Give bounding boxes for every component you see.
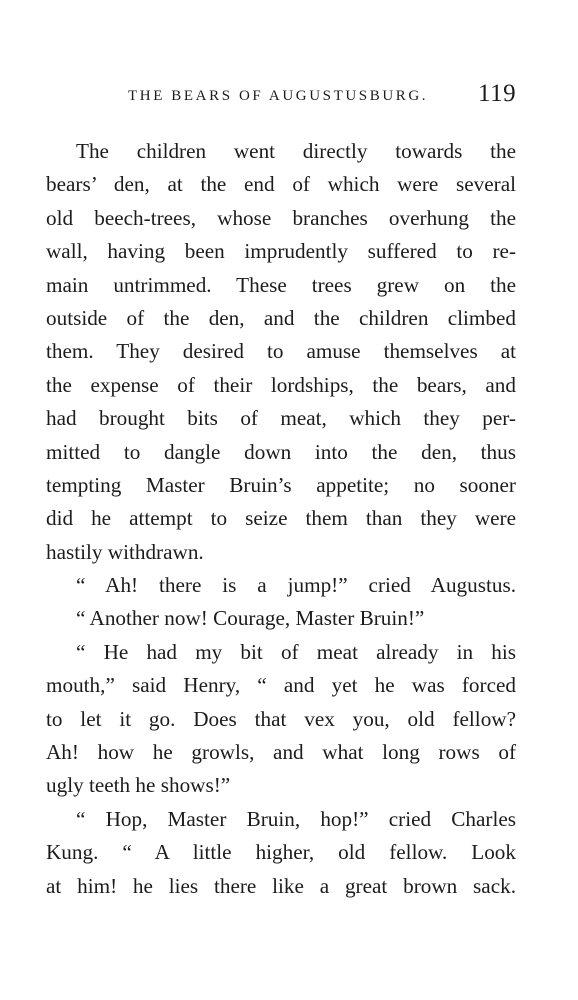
text-line: mouth,” said Henry, “ and yet he was forced bbox=[46, 673, 516, 698]
text-line: Ah! how he growls, and what long rows of bbox=[46, 740, 516, 765]
text-line: to let it go. Does that vex you, old fellow? bbox=[46, 706, 516, 731]
text-line: at him! he lies there like a great brown sack. bbox=[46, 873, 516, 898]
text-line: old beech-trees, whose branches overhung the bbox=[46, 205, 516, 230]
text-line: had brought bits of meat, which they per- bbox=[46, 406, 516, 431]
text-line: ugly teeth he shows!” bbox=[46, 773, 231, 798]
text-line: “ Another now! Courage, Master Bruin!” bbox=[76, 606, 425, 631]
text-line: wall, having been imprudently suffered to re- bbox=[46, 239, 516, 264]
text-line: “ Ah! there is a jump!” cried Augustus. bbox=[76, 573, 516, 598]
text-line: main untrimmed. These trees grew on the bbox=[46, 272, 516, 297]
text-line: bears’ den, at the end of which were several bbox=[46, 172, 516, 197]
text-line: “ Hop, Master Bruin, hop!” cried Charles bbox=[76, 806, 516, 831]
running-title: THE BEARS OF AUGUSTUSBURG. bbox=[128, 88, 429, 104]
text-line: “ He had my bit of meat already in his bbox=[76, 639, 516, 664]
text-line: outside of the den, and the children climbed bbox=[46, 305, 516, 330]
text-line: hastily withdrawn. bbox=[46, 539, 204, 564]
page-header bbox=[0, 80, 578, 112]
text-line: them. They desired to amuse themselves at bbox=[46, 339, 516, 364]
text-line: Kung. “ A little higher, old fellow. Look bbox=[46, 840, 516, 865]
body-text bbox=[46, 135, 516, 903]
text-line: The children went directly towards the bbox=[76, 139, 516, 163]
page-number: 119 bbox=[478, 80, 517, 107]
text-line: mitted to dangle down into the den, thus bbox=[46, 439, 516, 464]
text-line: did he attempt to seize them than they were bbox=[46, 506, 516, 531]
text-line: the expense of their lordships, the bears, and bbox=[46, 372, 516, 397]
text-line: tempting Master Bruin’s appetite; no sooner bbox=[46, 472, 516, 497]
